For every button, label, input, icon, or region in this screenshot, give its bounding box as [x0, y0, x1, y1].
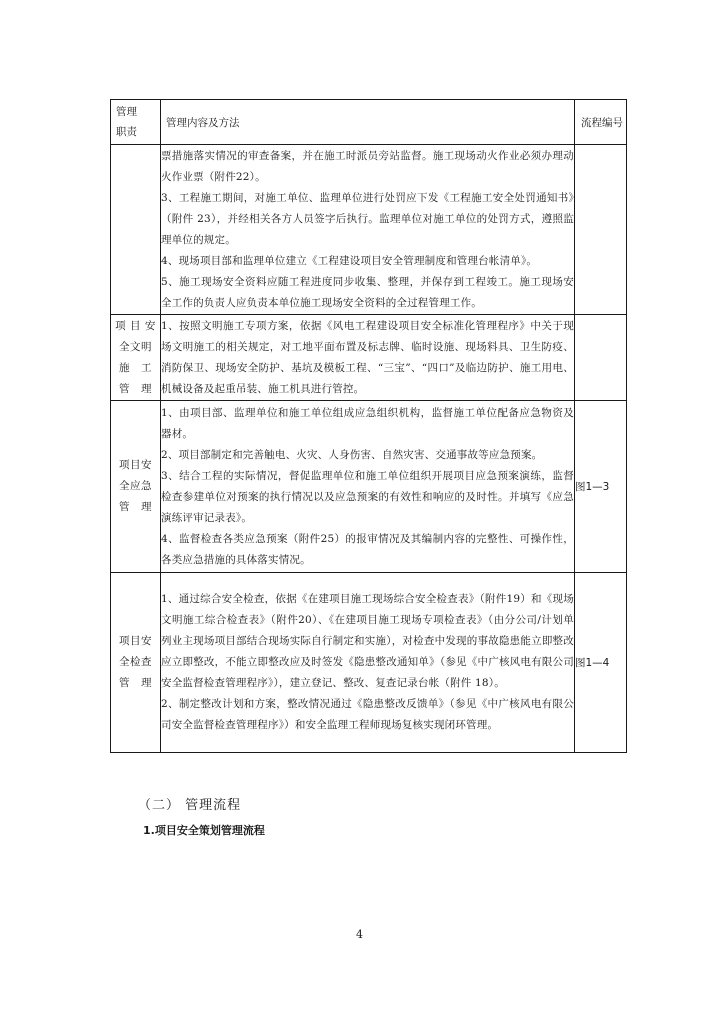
category-line: 管 理: [119, 382, 152, 395]
table-header-row: [111, 100, 627, 145]
content-paragraph: 3、结合工程的实际情况，督促监理单位和施工单位组织开展项目应急预案演练，监督检查参建单位对预案的执行情况以及应急预案的有效性和响应的及时性。并填写《应急演练评审记录表》。: [161, 469, 574, 524]
flow-number-cell: 图1—4: [575, 573, 627, 753]
category-cell: [111, 401, 161, 573]
content-paragraph: 5、施工现场安全资料应随工程进度同步收集、整理，并保存到工程竣工。施工现场安全工作的负责人应负责本单位施工现场安全资料的全过程管理工作。: [161, 275, 574, 309]
sub-heading: 1.项目安全策划管理流程: [143, 824, 265, 837]
flow-number-cell: [575, 315, 627, 401]
category-cell: [111, 315, 161, 401]
content-cell: [161, 145, 575, 315]
content-paragraph: 票措施落实情况的审查备案，并在施工时派员旁站监督。施工现场动火作业必须办理动火作业票（附件22）。: [161, 149, 574, 183]
category-line: 项目安: [119, 635, 152, 647]
category-line: 管 理: [119, 677, 152, 689]
flow-number-cell: 图1—3: [575, 401, 627, 573]
content-cell: [161, 315, 575, 401]
table-row: [111, 315, 627, 401]
content-paragraph: 2、制定整改计划和方案，整改情况通过《隐患整改反馈单》（参见《中广核风电有限公司安全监督检查管理程序》）和安全监理工程师现场复核实现闭环管理。: [161, 698, 574, 731]
header-duty-line: 职责: [116, 126, 137, 138]
category-line: 管 理: [119, 501, 152, 513]
category-line: 全文明: [119, 340, 152, 353]
category-line: 全应急: [119, 480, 152, 492]
content-paragraph: 1、按照文明施工专项方案，依据《风电工程建设项目安全标准化管理程序》中关于现场文明施工的相关规定，对工地平面布置及标志牌、临时设施、现场料具、卫生防疫、消防保卫、现场安全防护、基坑及模板工程、“三宝”、“四口”及临边防护、施工用电、机械设备及起重吊装、施工机具进行管控。: [161, 319, 574, 395]
table-row: [111, 401, 627, 573]
header-content-method: 管理内容及方法: [161, 100, 575, 145]
content-paragraph: 4、现场项目部和监理单位建立《工程建设项目安全管理制度和管理台帐清单》。: [161, 254, 538, 267]
content-cell: [161, 401, 575, 573]
content-paragraph: 4、监督检查各类应急预案（附件25）的报审情况及其编制内容的完整性、可操作性，各类应急措施的具体落实情况。: [161, 532, 574, 566]
header-management-duty: [111, 100, 161, 145]
content-cell: [161, 573, 575, 753]
content-paragraph: 1、通过综合安全检查，依据《在建项目施工现场综合安全检查表》（附件19）和《现场文明施工综合检查表》（附件20）、《在建项目施工现场专项检查表》（由分公司/计划单列业主现场项目部结合现场实际自行制定和实施），对检查中发现的事故隐患能立即整改应立即整改，不能立即整改应及时签发《隐患整改通知单》（参见《中广核风电有限公司安全监督检查管理程序》），建立登记、整改、复查记录台帐（附件 18）。: [161, 593, 574, 689]
category-cell: [111, 145, 161, 315]
content-paragraph: 1、由项目部、监理单位和施工单位组成应急组织机构，监督施工单位配备应急物资及器材。: [161, 406, 574, 440]
content-paragraph: 2、项目部制定和完善触电、火灾、人身伤害、自然灾害、交通事故等应急预案。: [161, 448, 543, 461]
category-line: 项目安: [119, 459, 152, 471]
category-line: 项 目 安: [115, 319, 156, 332]
category-cell: [111, 573, 161, 753]
table-row: [111, 573, 627, 753]
category-line: 施 工: [119, 361, 152, 374]
header-duty-line: 管理: [116, 106, 137, 118]
header-flow-number: 流程编号: [575, 100, 627, 145]
category-line: 全检查: [119, 656, 152, 668]
management-table: [110, 99, 627, 753]
content-paragraph: 3、工程施工期间，对施工单位、监理单位进行处罚应下发《工程施工安全处罚通知书》（附件 23），并经相关各方人员签字后执行。监理单位对施工单位的处罚方式，遵照监理单位的规定。: [161, 191, 574, 246]
table-row: [111, 145, 627, 315]
section-heading: （二） 管理流程: [138, 798, 242, 813]
flow-number-cell: [575, 145, 627, 315]
page-number: 4: [356, 928, 363, 941]
